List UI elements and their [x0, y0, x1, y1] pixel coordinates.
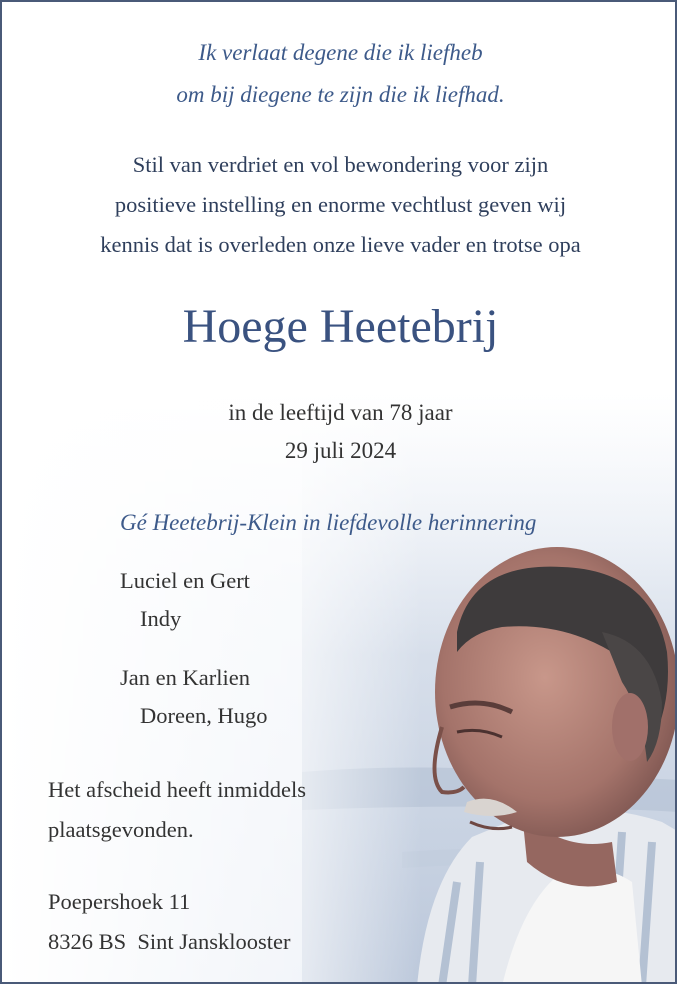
family-group: [120, 659, 267, 735]
announcement-text: [2, 145, 677, 265]
deceased-name: Hoege Heetebrij: [182, 300, 499, 353]
address-street: Poepershoek 11: [48, 889, 191, 914]
date-text: 29 juli 2024: [284, 438, 397, 463]
address-city: 8326 BS Sint Jansklooster: [48, 929, 291, 954]
poem-line-1: Ik verlaat degene die ik liefheb: [198, 40, 483, 65]
family-children: Indy: [140, 606, 182, 631]
notice-line-1: Het afscheid heeft inmiddels: [48, 777, 307, 802]
notice-line-2: plaatsgevonden.: [48, 817, 194, 842]
spouse-line: Gé Heetebrij-Klein in liefdevolle herinnering: [120, 510, 537, 535]
farewell-notice: [48, 770, 306, 850]
poem-line-2: om bij diegene te zijn die ik liefhad.: [176, 82, 505, 107]
age-text: in de leeftijd van 78 jaar: [228, 400, 453, 425]
announcement-line-1: Stil van verdriet en vol bewondering voor zijn: [132, 152, 549, 177]
poem: [2, 32, 677, 116]
family-children: Doreen, Hugo: [140, 703, 268, 728]
announcement-line-3: kennis dat is overleden onze lieve vader en trotse opa: [100, 232, 581, 257]
family-couple: Luciel en Gert: [120, 568, 250, 593]
family-couple: Jan en Karlien: [120, 665, 250, 690]
family-group: [120, 562, 250, 638]
announcement-line-2: positieve instelling en enorme vechtlust geven wij: [114, 192, 567, 217]
life-details: [2, 394, 677, 470]
correspondence-address: [48, 882, 291, 962]
